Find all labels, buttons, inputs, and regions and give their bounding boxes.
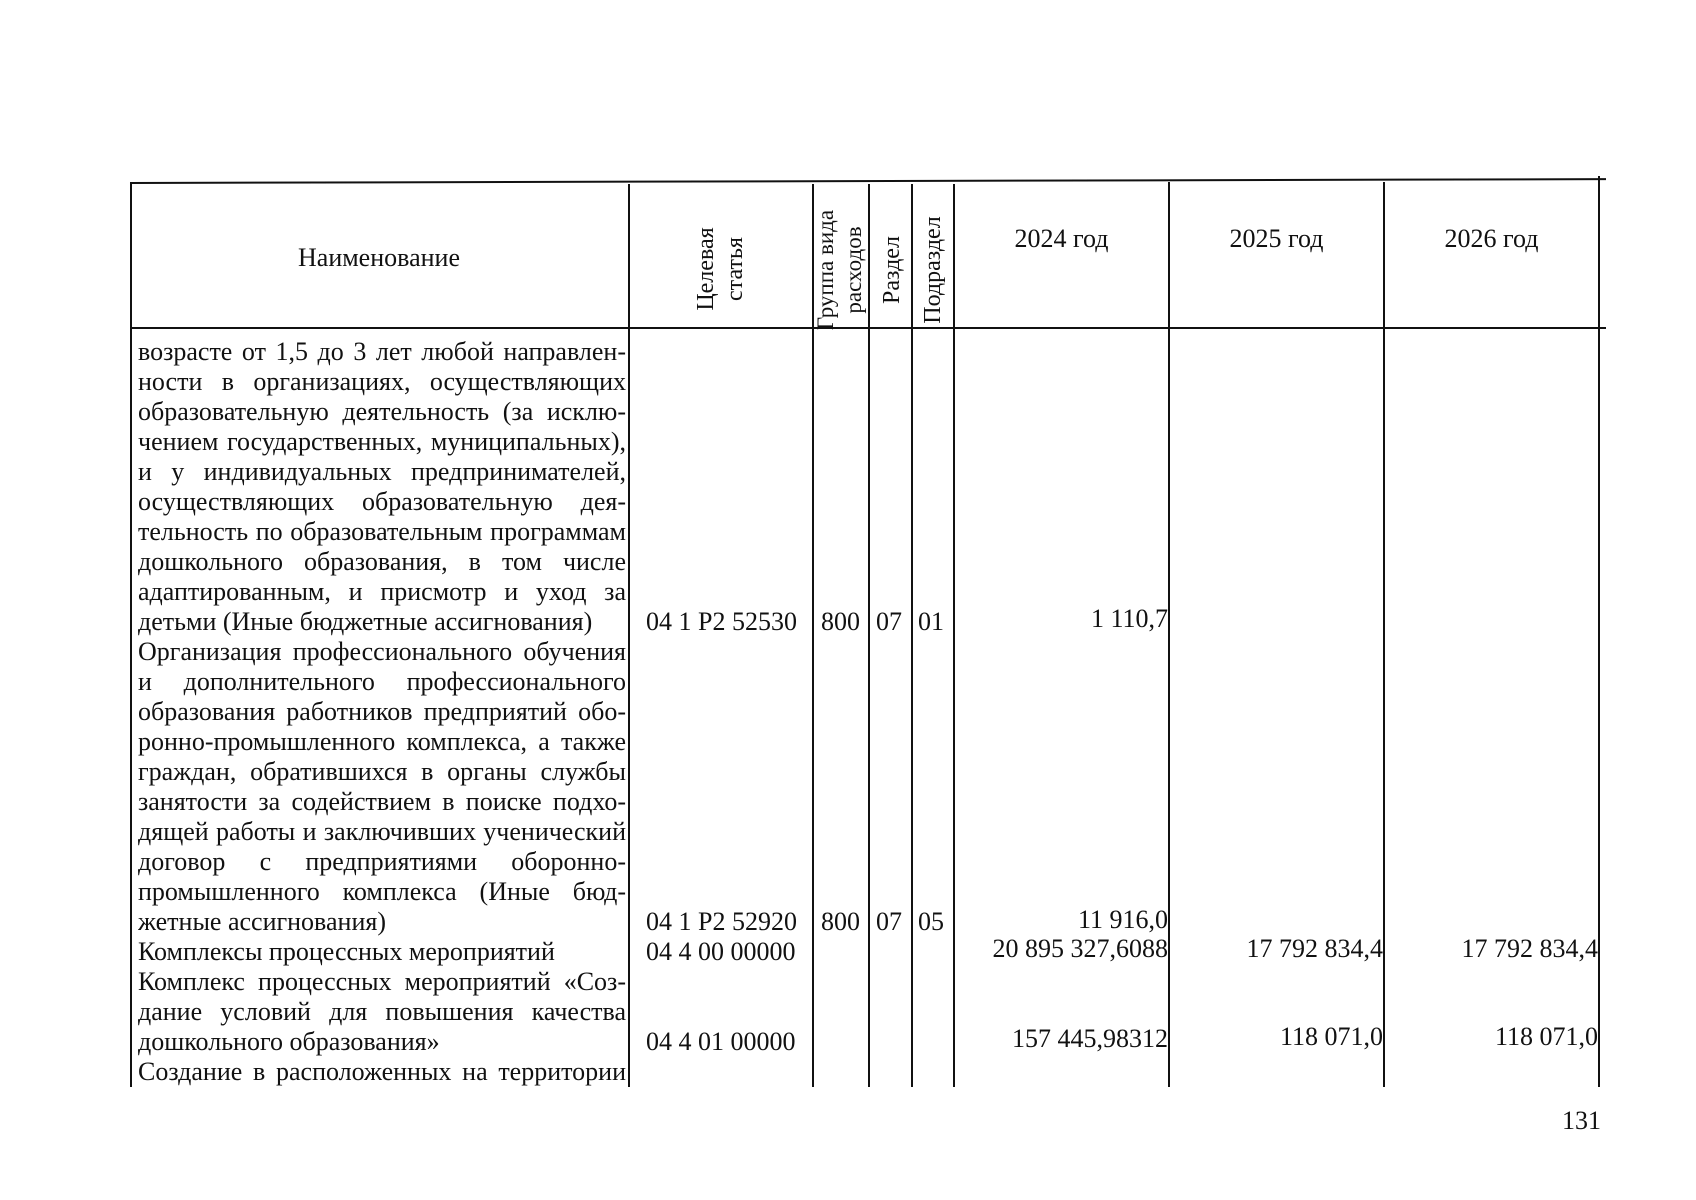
text-line: Комплексы процессных мероприятий [138,937,555,966]
row-3-2025: 17 792 834,4 [1246,934,1383,963]
row-2-target: 04 1 P2 52920 [646,907,797,936]
table-right-border [1598,176,1600,1087]
text-line: дание условий для повышения качества [138,997,626,1026]
col-divider-2025 [1383,182,1385,1087]
row-1-section: 07 [876,607,902,636]
text-line: детьми (Иные бюджетные ассигнования) [138,607,593,636]
text-line: дошкольного образования, в том числе [138,547,626,576]
row-1-2024: 1 110,7 [1090,604,1168,633]
page-number: 131 [1562,1106,1601,1135]
row-2-group: 800 [821,907,860,936]
text-line: дящей работы и заключивших ученический [138,817,626,846]
row-4-target: 04 4 01 00000 [646,1027,796,1056]
text-line: занятости за содействием в поиске подхо- [138,787,626,816]
row-5-name [138,1057,626,1087]
col-divider-name [628,184,630,1087]
text-line: и у индивидуальных предпринимателей, [138,457,626,486]
header-section: Раздел [879,236,905,304]
text-line: ности в организациях, осуществляющих [138,367,626,396]
text-line: договор с предприятиями оборонно- [138,847,626,876]
text-line: промышленного комплекса (Иные бюд- [138,877,626,906]
col-divider-subsection [953,184,955,1087]
col-divider-section [911,184,913,1087]
row-4-2024: 157 445,98312 [1012,1024,1168,1053]
text-line: адаптированным, и присмотр и уход за [138,577,626,606]
text-line: возрасте от 1,5 до 3 лет любой направлен- [138,337,626,366]
header-target: Целевая статья [693,227,748,311]
row-2-name [138,637,626,937]
text-line: Создание в расположенных на территории [138,1057,626,1086]
text-line: тельность по образовательным программам [138,517,626,546]
header-2024: 2024 год [1014,224,1109,253]
text-line: чением государственных, муниципальных), [138,427,626,456]
text-line: и дополнительного профессионального [138,667,626,696]
text-line: Комплекс процессных мероприятий «Соз- [138,967,626,996]
text-line: дошкольного образования» [138,1027,440,1056]
text-line: граждан, обратившихся в органы службы [138,757,626,786]
header-2025: 2025 год [1229,224,1324,253]
row-4-2025: 118 071,0 [1279,1022,1383,1051]
table-left-border [130,184,132,1087]
row-3-2026: 17 792 834,4 [1461,934,1598,963]
header-2026: 2026 год [1444,224,1539,253]
text-line: образовательную деятельность (за исклю- [138,397,626,426]
header-name: Наименование [298,243,460,272]
text-line: Организация профессионального обучения [138,637,626,666]
row-2-subsection: 05 [918,907,944,936]
header-subsection: Подраздел [920,216,946,324]
row-1-target: 04 1 P2 52530 [646,607,797,636]
text-line: жетные ассигнования) [138,907,386,936]
header-group: Группа вида расходов [813,209,866,331]
col-divider-group [868,184,870,1087]
row-4-name [138,967,626,1057]
col-divider-2024 [1168,182,1170,1087]
row-3-target: 04 4 00 00000 [646,937,796,966]
row-1-subsection: 01 [918,607,944,636]
row-3-2024: 20 895 327,6088 [992,934,1168,963]
text-line: ронно-промышленного комплекса, а также [138,727,626,756]
row-2-section: 07 [876,907,902,936]
row-3-name [138,937,626,967]
text-line: осуществляющих образовательную дея- [138,487,626,516]
row-1-group: 800 [821,607,860,636]
row-2-2024: 11 916,0 [1077,905,1168,934]
row-1-name [138,337,626,637]
text-line: образования работников предприятий обо- [138,697,626,726]
row-4-2026: 118 071,0 [1494,1022,1598,1051]
